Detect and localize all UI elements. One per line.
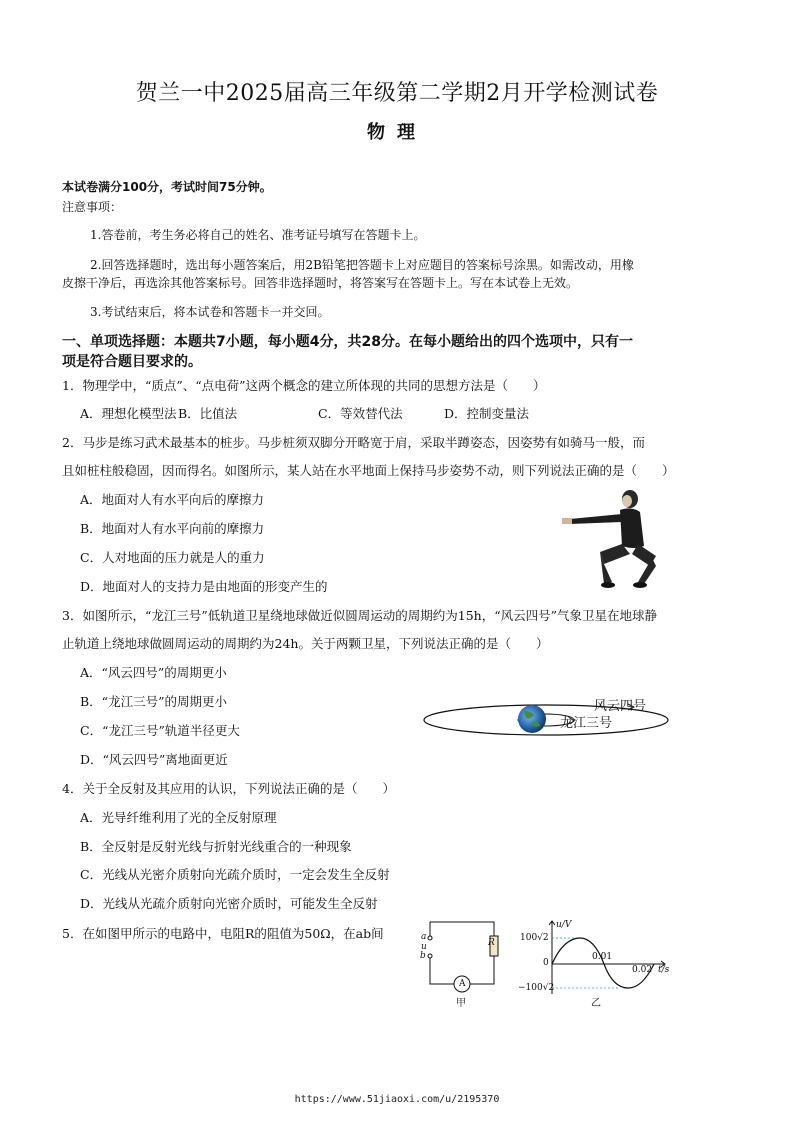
exam-title: 贺兰一中2025届高三年级第二学期2月开学检测试卷: [135, 81, 659, 106]
footer-url: https://www.51jiaoxi.com/u/2195370: [294, 1094, 500, 1105]
q3-option-d: D．“风云四号”离地面更近: [80, 752, 228, 767]
q1-stem: 1．物理学中，“质点”、“点电荷”这两个概念的建立所体现的共同的思想方法是（ ）: [62, 378, 546, 393]
score-line: 本试卷满分100分，考试时间75分钟。: [62, 180, 272, 194]
notes-title: 注意事项：: [62, 200, 123, 214]
q2-option-d: D．地面对人的支持力是由地面的形变产生的: [80, 579, 328, 594]
q4-option-a: A．光导纤维利用了光的全反射原理: [80, 810, 277, 825]
q2-option-c: C．人对地面的压力就是人的重力: [80, 550, 265, 565]
q1-option-a: A．理想化模型法: [80, 406, 177, 421]
circuit-label-b: b: [420, 951, 426, 961]
graph-ylabel: u/V: [556, 920, 572, 930]
section1-heading-line2: 项是符合题目要求的。: [62, 354, 202, 370]
q4-option-c: C．光线从光密介质射向光疏介质时，一定会发生全反射: [80, 867, 390, 882]
earth-icon: [518, 705, 546, 733]
graph-caption: 乙: [591, 998, 601, 1009]
graph-t2: 0.02: [632, 965, 653, 975]
q2-stem-line1: 2．马步是练习武术最基本的桩步。马步桩须双脚分开略宽于肩，采取半蹲姿态，因姿势有如骑马一般，而: [62, 435, 645, 450]
q4-stem: 4．关于全反射及其应用的认识，下列说法正确的是（ ）: [62, 781, 395, 796]
q4-option-b: B．全反射是反射光线与折射光线重合的一种现象: [80, 839, 352, 854]
note-1: 1.答卷前，考生务必将自己的姓名、准考证号填写在答题卡上。: [90, 228, 426, 242]
graph-xlabel: t/s: [658, 965, 670, 975]
q1-option-c: C．等效替代法: [318, 406, 403, 421]
circuit-label-a: a: [421, 932, 427, 942]
q4-option-d: D．光线从光疏介质射向光密介质时，可能发生全反射: [80, 896, 378, 911]
circuit-caption: 甲: [456, 998, 466, 1009]
q3-option-c: C．“龙江三号”轨道半径更大: [80, 723, 240, 738]
circuit-label-A: A: [459, 979, 466, 989]
section1-heading-line1: 一、单项选择题：本题共7小题，每小题4分，共28分。在每小题给出的四个选项中，只有一: [62, 334, 633, 350]
sine-curve: [552, 938, 654, 988]
terminal-a: [428, 936, 432, 940]
note-3: 3.考试结束后，将本试卷和答题卡一并交回。: [90, 305, 330, 319]
q2-option-a: A．地面对人有水平向后的摩擦力: [80, 492, 265, 507]
note-2-line2: 皮擦干净后，再选涂其他答案标号。回答非选择题时，将答案写在答题卡上。写在本试卷上无效。: [62, 276, 579, 290]
q5-stem: 5．在如图甲所示的电路中，电阻R的阻值为50Ω，在ab间: [62, 926, 384, 941]
graph-y-neg: −100√2: [518, 983, 555, 993]
q1-option-d: D．控制变量法: [444, 406, 530, 421]
horse-stance-figure: [560, 486, 670, 590]
q3-stem-line2: 止轨道上绕地球做圆周运动的周期约为24h。关于两颗卫星，下列说法正确的是（ ）: [62, 636, 549, 651]
subject-title: 物理: [367, 122, 427, 143]
circuit-label-u: u: [421, 942, 427, 952]
terminal-b: [428, 954, 432, 958]
circuit-label-R: R: [488, 938, 495, 948]
q1-option-b: B．比值法: [178, 406, 238, 421]
label-longjiang3: 龙江三号: [560, 716, 613, 731]
q2-stem-line2: 且如桩柱般稳固，因而得名。如图所示，某人站在水平地面上保持马步姿势不动，则下列说法正确的是（ ）: [62, 463, 675, 478]
graph-zero: 0: [543, 958, 549, 968]
q2-option-b: B．地面对人有水平向前的摩擦力: [80, 521, 265, 536]
q3-stem-line1: 3．如图所示，“龙江三号”低轨道卫星绕地球做近似圆周运动的周期约为15h，“风云四号”气象卫星在地球静: [62, 608, 657, 623]
q3-option-b: B．“龙江三号”的周期更小: [80, 694, 227, 709]
label-fengyun4: 风云四号: [594, 699, 647, 714]
graph-t1: 0.01: [592, 952, 613, 962]
note-2-line1: 2.回答选择题时，选出每小题答案后，用2B铅笔把答题卡上对应题目的答案标号涂黑。如需改动，用橡: [90, 258, 634, 272]
graph-y-pos: 100√2: [520, 933, 549, 943]
q3-option-a: A．“风云四号”的周期更小: [80, 665, 227, 680]
